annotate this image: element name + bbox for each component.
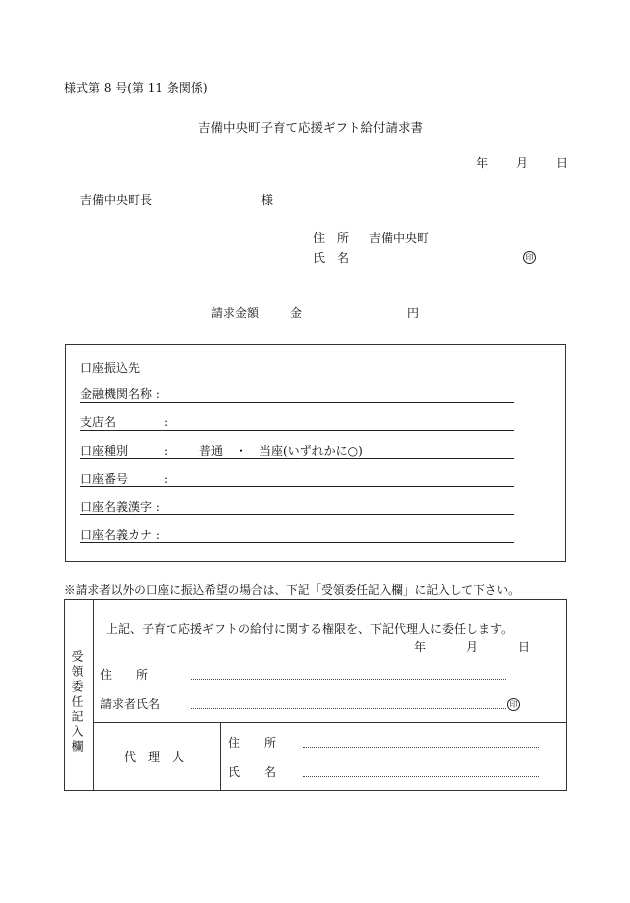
bank-line-holder-kana[interactable] (80, 542, 514, 543)
addressee-name: 吉備中央町長 (80, 193, 153, 207)
delegation-row-divider (93, 722, 567, 723)
delegation-side-label: 受領委任記入欄 (70, 650, 84, 755)
date-day: 日 (556, 156, 569, 170)
bank-label-holder-kanji: 口座名義漢字 : (80, 500, 160, 514)
delegation-side-divider (93, 599, 94, 791)
delegation-date-month: 月 (466, 640, 479, 654)
date-year: 年 (476, 156, 489, 170)
bank-label-branch: 支店名 (80, 415, 117, 429)
applicant-seal-icon: 印 (523, 251, 536, 264)
applicant-address-value: 吉備中央町 (369, 231, 430, 245)
bank-colon-branch: : (164, 415, 169, 429)
bank-line-branch[interactable] (80, 430, 514, 431)
bank-label-institution: 金融機関名称 : (80, 387, 160, 401)
claimant-name-label: 請求者氏名 (100, 697, 161, 711)
claimant-address-line[interactable] (191, 679, 506, 680)
date-month: 月 (516, 156, 529, 170)
delegation-date-day: 日 (518, 640, 531, 654)
bank-line-type (80, 458, 514, 459)
bank-colon-number: : (164, 472, 169, 486)
applicant-address-label: 住 所 (313, 231, 350, 245)
page-title: 吉備中央町子育て応援ギフト給付請求書 (198, 120, 424, 135)
bank-value-type[interactable]: 普通 ・ 当座(いずれかに○) (199, 444, 363, 458)
bank-line-number[interactable] (80, 486, 514, 487)
claim-unit: 円 (407, 306, 420, 320)
bank-line-institution[interactable] (80, 402, 514, 403)
bank-label-type: 口座種別 (80, 444, 129, 458)
bank-colon-type: : (164, 444, 169, 458)
bank-header: 口座振込先 (80, 361, 141, 375)
form-number: 様式第 8 号(第 11 条関係) (64, 81, 208, 95)
addressee-honorific: 様 (261, 193, 274, 207)
agent-name-label: 氏 名 (228, 765, 277, 779)
agent-address-label: 住 所 (228, 736, 277, 750)
bank-label-holder-kana: 口座名義カナ : (80, 528, 160, 542)
agent-label: 代 理 人 (124, 750, 185, 764)
agent-name-line[interactable] (303, 776, 539, 777)
applicant-name-label: 氏 名 (313, 251, 350, 265)
claimant-name-line[interactable] (191, 708, 506, 709)
claim-prefix: 金 (290, 306, 303, 320)
claimant-seal-icon: 印 (507, 698, 520, 711)
delegation-note: ※請求者以外の口座に振込希望の場合は、下記「受領委任記入欄」に記入して下さい。 (64, 583, 520, 597)
agent-address-line[interactable] (303, 747, 539, 748)
bank-label-number: 口座番号 (80, 472, 129, 486)
agent-divider (220, 722, 221, 791)
delegation-statement: 上記、子育て応援ギフトの給付に関する権限を、下記代理人に委任します。 (106, 622, 514, 636)
claim-label: 請求金額 (211, 306, 260, 320)
bank-line-holder-kanji[interactable] (80, 514, 514, 515)
claimant-address-label: 住 所 (100, 668, 149, 682)
delegation-date-year: 年 (414, 640, 427, 654)
